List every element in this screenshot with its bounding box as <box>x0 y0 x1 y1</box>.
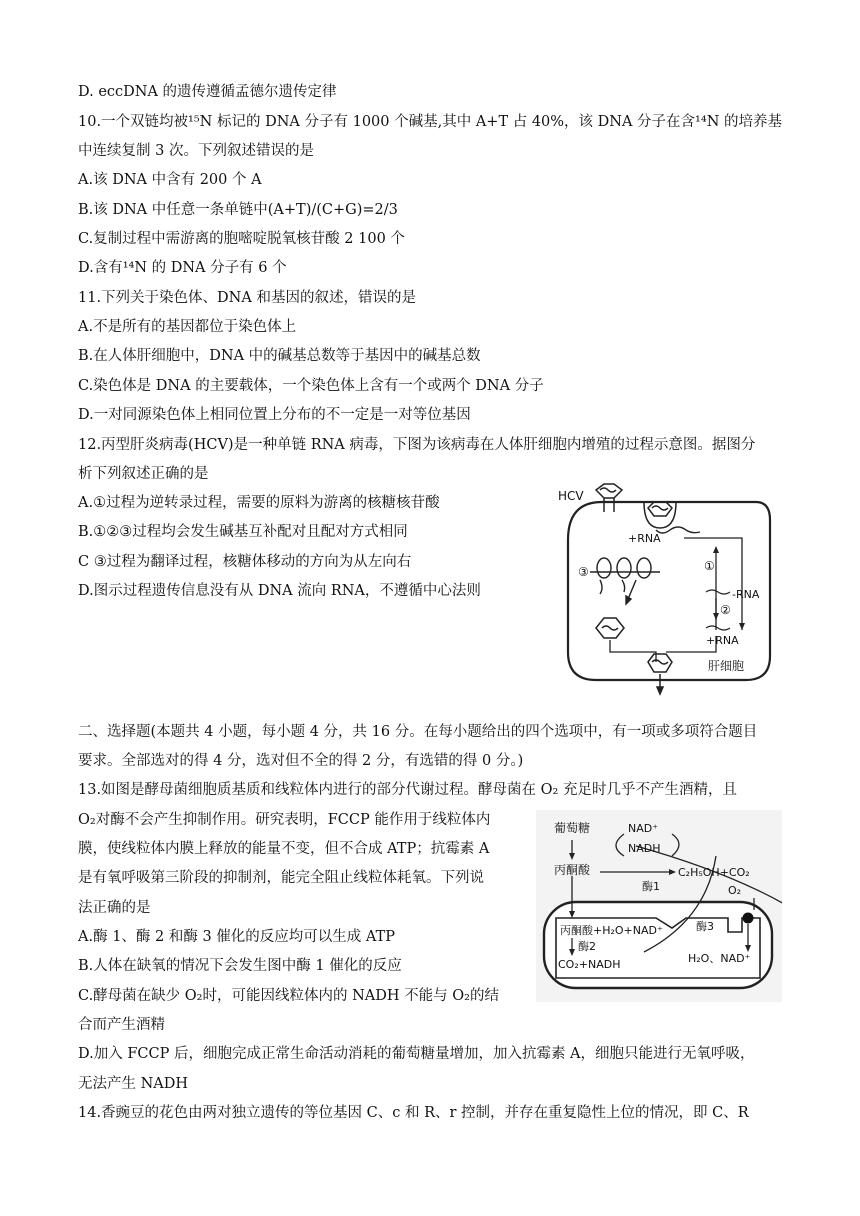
q13-stem-line3: 膜，使线粒体内膜上释放的能量不变，但不合成 ATP；抗霉素 A <box>78 841 490 857</box>
label-reactants: 丙酮酸+H₂O+NAD⁺ <box>560 924 663 937</box>
label-enzyme3: 酶3 <box>696 920 714 933</box>
label-step1: ① <box>704 559 715 573</box>
section2-heading-line2: 要求。全部选对的得 4 分，选对但不全的得 2 分，有选错的得 0 分。) <box>78 753 524 769</box>
section2-heading-line1: 二、选择题(本题共 4 小题，每小题 4 分，共 16 分。在每小题给出的四个选项中，有一项或多项符合题目 <box>78 724 758 740</box>
q13-option-c-line2: 合而产生酒精 <box>78 1017 165 1033</box>
q13-option-d-line2: 无法产生 NADH <box>78 1076 189 1092</box>
label-minus-rna: -RNA <box>732 588 760 601</box>
label-hcv: HCV <box>558 489 584 503</box>
q12-option-c: C ③过程为翻译过程，核糖体移动的方向为从左向右 <box>78 554 412 570</box>
q9-option-d: D. eccDNA 的遗传遵循孟德尔遗传定律 <box>78 84 337 100</box>
q12-option-a: A.①过程为逆转录过程，需要的原料为游离的核糖核苷酸 <box>78 495 440 511</box>
label-o2: O₂ <box>728 884 742 897</box>
q12-option-d: D.图示过程遗传信息没有从 DNA 流向 RNA，不遵循中心法则 <box>78 583 481 599</box>
q10-option-c: C.复制过程中需游离的胞嘧啶脱氧核苷酸 2 100 个 <box>78 231 405 247</box>
q10-option-a: A.该 DNA 中含有 200 个 A <box>78 172 262 188</box>
q12-stem-line1: 12.丙型肝炎病毒(HCV)是一种单链 RNA 病毒，下图为该病毒在人体肝细胞内增殖的过程示意图。据图分 <box>78 437 756 453</box>
q11-stem: 11.下列关于染色体、DNA 和基因的叙述，错误的是 <box>78 290 416 306</box>
label-pyruvate: 丙酮酸 <box>554 863 591 877</box>
label-plus-rna-top: +RNA <box>628 532 661 545</box>
label-step3: ③ <box>578 565 589 579</box>
q10-option-b: B.该 DNA 中任意一条单链中(A+T)/(C+G)=2/3 <box>78 202 398 218</box>
yeast-metabolism-figure <box>536 810 782 1002</box>
q11-option-a: A.不是所有的基因都位于染色体上 <box>78 319 297 335</box>
q13-option-b: B.人体在缺氧的情况下会发生图中酶 1 催化的反应 <box>78 958 402 974</box>
label-nad-plus: NAD⁺ <box>628 822 659 835</box>
q13-option-d-line1: D.加入 FCCP 后，细胞完成正常生命活动消耗的葡萄糖量增加，加入抗霉素 A，细胞只能进行无氧呼吸， <box>78 1046 755 1062</box>
q12-option-b: B.①②③过程均会发生碱基互补配对且配对方式相同 <box>78 524 408 540</box>
q13-stem-line4: 是有氧呼吸第三阶段的抑制剂，能完全阻止线粒体耗氧。下列说 <box>78 870 484 886</box>
virus-assembled <box>596 618 624 638</box>
q13-stem-line2: O₂对酶不会产生抑制作用。研究表明，FCCP 能作用于线粒体内 <box>78 812 491 828</box>
label-step2: ② <box>720 603 731 617</box>
q11-option-b: B.在人体肝细胞中，DNA 中的碱基总数等于基因中的碱基总数 <box>78 348 481 364</box>
label-enzyme2: 酶2 <box>578 940 596 953</box>
label-plus-rna-bottom: +RNA <box>706 634 739 647</box>
q10-option-d: D.含有¹⁴N 的 DNA 分子有 6 个 <box>78 260 287 276</box>
hcv-replication-figure <box>556 480 780 696</box>
q11-option-c: C.染色体是 DNA 的主要载体，一个染色体上含有一个或两个 DNA 分子 <box>78 378 544 394</box>
label-ethanol: C₂H₅OH+CO₂ <box>678 866 750 879</box>
virus-endocytosis <box>644 502 676 528</box>
q13-option-a: A.酶 1、酶 2 和酶 3 催化的反应均可以生成 ATP <box>78 929 396 945</box>
label-products3: H₂O、NAD⁺ <box>688 952 751 965</box>
label-nadh: NADH <box>628 842 661 855</box>
q10-stem-line2: 中连续复制 3 次。下列叙述错误的是 <box>78 143 314 159</box>
label-products2: CO₂+NADH <box>558 958 621 971</box>
q13-stem-line5: 法正确的是 <box>78 900 151 916</box>
enzyme3-dot <box>743 913 754 924</box>
label-enzyme1: 酶1 <box>642 880 660 893</box>
label-liver-cell: 肝细胞 <box>708 659 745 673</box>
q12-stem-line2: 析下列叙述正确的是 <box>78 466 209 482</box>
ribosomes <box>590 558 660 604</box>
q10-stem-line1: 10.一个双链均被¹⁵N 标记的 DNA 分子有 1000 个碱基,其中 A+T 占 40%，该 DNA 分子在含¹⁴N 的培养基 <box>78 114 782 130</box>
q11-option-d: D.一对同源染色体上相同位置上分布的不一定是一对等位基因 <box>78 407 471 423</box>
label-glucose: 葡萄糖 <box>554 821 591 835</box>
virus-budding <box>648 654 672 694</box>
q13-option-c-line1: C.酵母菌在缺少 O₂时，可能因线粒体内的 NADH 不能与 O₂的结 <box>78 988 499 1004</box>
virus-entering <box>596 484 622 512</box>
q13-stem-line1: 13.如图是酵母菌细胞质基质和线粒体内进行的部分代谢过程。酵母菌在 O₂ 充足时几乎不产生酒精，且 <box>78 782 737 798</box>
q14-stem-line1: 14.香豌豆的花色由两对独立遗传的等位基因 C、c 和 R、r 控制，并存在重复隐性上位的情况，即 C、R <box>78 1105 749 1121</box>
